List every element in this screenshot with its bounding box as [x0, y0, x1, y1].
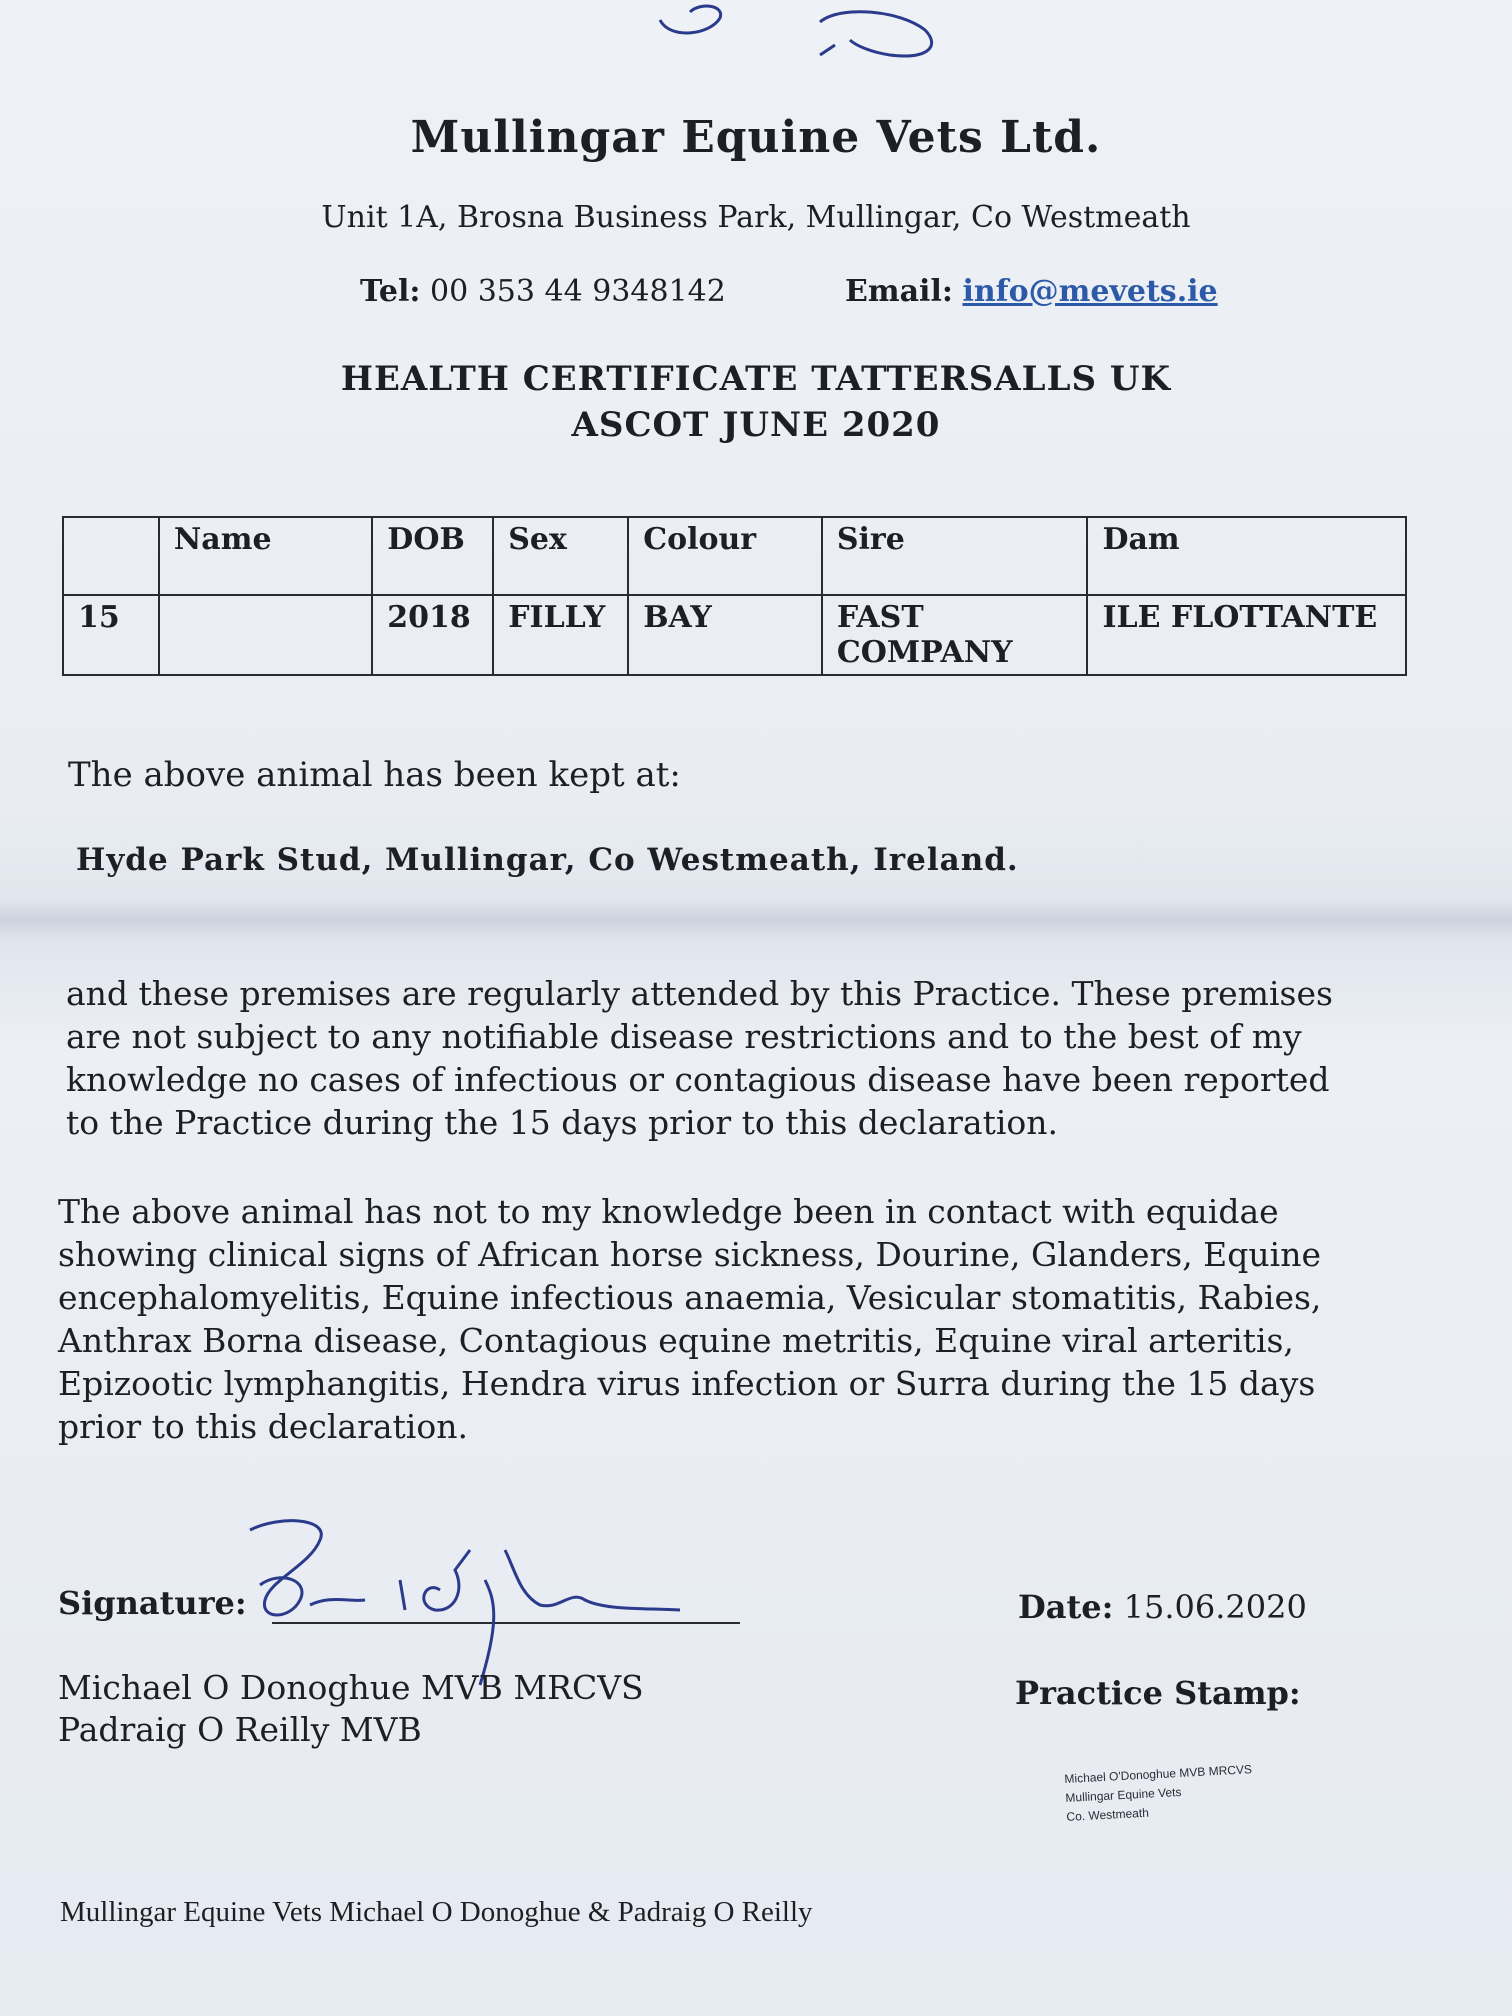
horse-details-table [62, 516, 1407, 676]
header-lot [63, 517, 159, 595]
header-name: Name [159, 517, 372, 595]
premises-location: Hyde Park Stud, Mullingar, Co Westmeath, Ireland. [76, 842, 1019, 878]
header-dob: DOB [372, 517, 493, 595]
table-row [63, 595, 1406, 675]
cell-name [159, 595, 372, 675]
paragraph-line: and these premises are regularly attended by this Practice. These premises [66, 974, 1333, 1013]
certificate-title-line2: ASCOT JUNE 2020 [571, 405, 941, 445]
email-label: Email: [845, 274, 953, 309]
practice-stamp-label: Practice Stamp: [1015, 1674, 1301, 1712]
cell-dob: 2018 [372, 595, 493, 675]
cell-sex: FILLY [493, 595, 628, 675]
paragraph-line: prior to this declaration. [58, 1407, 468, 1446]
cell-sire-line2: COMPANY [836, 635, 1013, 670]
paragraph-line: Anthrax Borna disease, Contagious equine metritis, Equine viral arteritis, [58, 1321, 1294, 1360]
stamp-line: Michael O'Donoghue MVB MRCVS [1064, 1762, 1253, 1786]
header-colour: Colour [628, 517, 822, 595]
telephone [360, 274, 726, 309]
date-label: Date: [1018, 1588, 1114, 1626]
date [1018, 1588, 1307, 1626]
cell-sire [822, 595, 1088, 675]
premises-declaration [66, 972, 1446, 1144]
tel-value: 00 353 44 9348142 [430, 274, 726, 309]
paragraph-line: to the Practice during the 15 days prior to this declaration. [66, 1103, 1058, 1142]
kept-at-intro: The above animal has been kept at: [68, 755, 681, 795]
vet-name-2: Padraig O Reilly MVB [58, 1710, 422, 1749]
signature-label: Signature: [58, 1584, 247, 1622]
page-footer: Mullingar Equine Vets Michael O Donoghue & Padraig O Reilly [60, 1896, 813, 1928]
tel-label: Tel: [360, 274, 421, 309]
cell-colour: BAY [628, 595, 822, 675]
paragraph-line: showing clinical signs of African horse sickness, Dourine, Glanders, Equine [58, 1235, 1321, 1274]
header-dam: Dam [1087, 517, 1406, 595]
paragraph-line: Epizootic lymphangitis, Hendra virus infection or Surra during the 15 days [58, 1364, 1316, 1403]
paper-fold [0, 900, 1512, 940]
paragraph-line: encephalomyelitis, Equine infectious anaemia, Vesicular stomatitis, Rabies, [58, 1278, 1322, 1317]
company-address: Unit 1A, Brosna Business Park, Mullingar, Co Westmeath [321, 200, 1191, 235]
paragraph-line: are not subject to any notifiable disease restrictions and to the best of my [66, 1017, 1302, 1056]
paragraph-line: The above animal has not to my knowledge been in contact with equidae [58, 1192, 1279, 1231]
date-value: 15.06.2020 [1123, 1588, 1307, 1626]
handwritten-signature [240, 1510, 710, 1690]
disease-declaration [58, 1190, 1448, 1448]
header-sire: Sire [822, 517, 1088, 595]
certificate-title [0, 356, 1512, 448]
cell-lot: 15 [63, 595, 159, 675]
email-link[interactable]: info@mevets.ie [962, 274, 1218, 309]
paragraph-line: knowledge no cases of infectious or contagious disease have been reported [66, 1060, 1330, 1099]
certificate-title-line1: HEALTH CERTIFICATE TATTERSALLS UK [340, 359, 1172, 399]
cell-dam: ILE FLOTTANTE [1087, 595, 1406, 675]
cell-sire-line1: FAST [836, 600, 924, 635]
top-scribble-mark [640, 0, 960, 70]
stamp-line: Co. Westmeath [1066, 1805, 1150, 1824]
vet-name-1: Michael O Donoghue MVB MRCVS [58, 1668, 644, 1707]
practice-stamp [1064, 1760, 1254, 1827]
header-sex: Sex [493, 517, 628, 595]
table-header-row [63, 517, 1406, 595]
company-name: Mullingar Equine Vets Ltd. [410, 112, 1102, 163]
email [845, 274, 1218, 309]
stamp-line: Mullingar Equine Vets [1065, 1784, 1182, 1805]
